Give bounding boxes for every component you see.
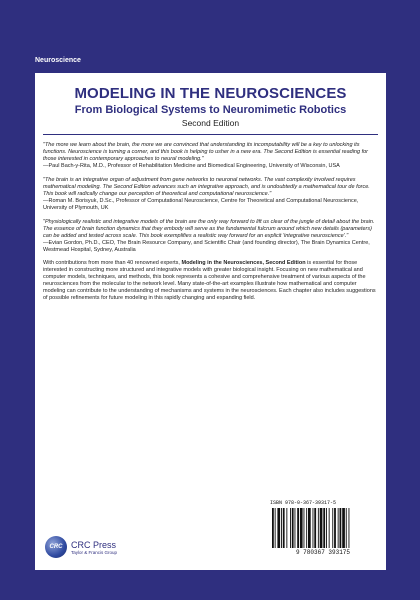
description-bold-title: Modeling in the Neurosciences, Second Edition <box>181 260 306 266</box>
publisher-name: CRC Press <box>71 539 117 550</box>
description-rest: is essential for those interested in constructing more structured and integrative models with greater biological insight. Focusing on new mathematical and computer models, techniques, and methods, this book represents a cohesive and comprehensive treatment of various aspects of the neurosciences from the molecular to the network level. Many state-of-the-art examples illustrate how mathematical and computer modeling can contribute to the understanding of mechanisms and systems in the neurosciences. Each chapter also includes suggestions of possible refinements for future modeling in this rapidly changing and expanding field. <box>43 260 376 301</box>
barcode-bar <box>326 508 327 548</box>
quote-3 <box>43 219 378 254</box>
barcode-block <box>268 500 378 560</box>
book-title: MODELING IN THE NEUROSCIENCES <box>74 85 347 102</box>
barcode-bar <box>332 508 333 548</box>
quote-attribution: —Evian Gordon, Ph.D., CEO, The Brain Resource Company, and Scientific Chair (and founding director), The Brain Dynamics Centre, Westmead Hospital, Sydney, Australia <box>43 240 370 253</box>
barcode-bar <box>300 508 303 548</box>
book-subtitle: From Biological Systems to Neuromimetic Robotics <box>74 104 347 116</box>
quote-1 <box>43 142 378 170</box>
quote-attribution: —Roman M. Borisyuk, D.Sc., Professor of Computational Neuroscience, Centre for Theoretical and Computational Neuroscience, University of Plymouth, UK <box>43 198 359 211</box>
barcode-bar <box>329 508 330 548</box>
isbn-label: ISBN 978-0-367-39317-5 <box>270 500 337 506</box>
barcode-bar <box>340 508 342 548</box>
barcode-bar <box>323 508 325 548</box>
barcode-bar <box>313 508 314 548</box>
divider <box>43 134 378 135</box>
publisher-block <box>45 536 117 558</box>
category-label: Neuroscience <box>35 57 81 64</box>
description-lead: With contributions from more than 40 renowned experts, <box>43 260 182 266</box>
barcode-bar <box>304 508 305 548</box>
barcode-bar <box>349 508 350 548</box>
barcode-icon <box>270 508 376 548</box>
barcode-bar <box>286 508 287 548</box>
barcode-bar <box>290 508 291 548</box>
barcode-bar <box>277 508 280 548</box>
barcode-bar <box>334 508 336 548</box>
barcode-bar <box>342 508 345 548</box>
quote-text: "Physiologically realistic and integrative models of the brain are the only way forward to lift us clear of the jungle of detail about the brain. The essence of brain function dynamics that they embody will serve as the fundamental fulcrum around which new details (parameters) can be added and tested across scale. This book exemplifies a realistic way forward for an explicit 'integrative neuroscience'." <box>43 219 375 239</box>
barcode-bar <box>272 508 274 548</box>
quote-2 <box>43 177 378 212</box>
barcode-bar <box>320 508 323 548</box>
barcode-bar <box>346 508 347 548</box>
quote-text: "The more we learn about the brain, the more we are convinced that understanding its incomputability will be a key to unlocking its functions. Neuroscience is turning a corner, and this book is helping to usher in a new era. The Second Edition is essential reading for those interested in contemporary approaches to neural modeling." <box>43 142 368 162</box>
quote-text: "The brain is an integrative organ of adjustment from gene networks to neuronal networks. The vast complexity involved requires mathematical modeling. The Second Edition advances such an integrative approach, and is undoubtedly a mathematical tour de force. This book will radically change our perception of theoretical and computational neuroscience." <box>43 177 370 197</box>
quotes-section <box>35 142 386 254</box>
barcode-number: 9 780367 393175 <box>295 549 350 556</box>
publisher-group: Taylor & Francis Group <box>71 549 118 555</box>
barcode-bar <box>281 508 282 548</box>
barcode-bar <box>297 508 299 548</box>
crc-logo-icon: CRC <box>45 536 67 558</box>
barcode-bar <box>338 508 339 548</box>
barcode-bar <box>306 508 307 548</box>
barcode-bar <box>318 508 319 548</box>
book-description <box>35 260 386 302</box>
barcode-bar <box>295 508 296 548</box>
content-panel <box>35 73 386 570</box>
barcode-bar <box>314 508 316 548</box>
barcode-bar <box>283 508 285 548</box>
edition-label: Second Edition <box>181 118 240 128</box>
barcode-bar <box>292 508 294 548</box>
quote-attribution: —Paul Bach-y-Rita, M.D., Professor of Rehabilitation Medicine and Biomedical Engineering, University of Wisconsin, USA <box>43 163 340 169</box>
barcode-bar <box>275 508 276 548</box>
barcode-bar <box>308 508 311 548</box>
